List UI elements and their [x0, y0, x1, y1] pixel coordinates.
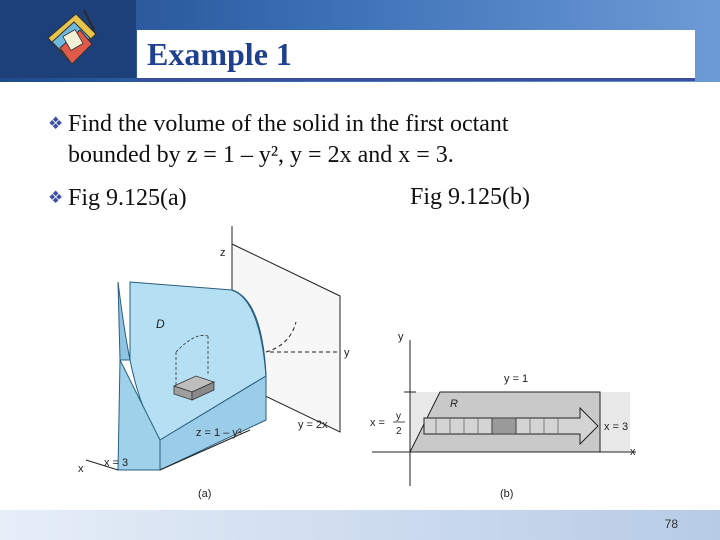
left-boundary-label: x =	[370, 417, 385, 429]
page-number: 78	[664, 517, 678, 531]
y-axis-label-b: y	[398, 331, 404, 343]
bullet-diamond-icon: ❖	[48, 114, 64, 133]
figure-b	[370, 331, 636, 500]
caption-b: (b)	[500, 488, 514, 500]
fig-b-label: Fig 9.125(b)	[410, 184, 530, 210]
right-boundary-label: x = 3	[604, 421, 629, 433]
x-axis-label: x	[78, 463, 84, 475]
x-axis-label-b: x	[630, 446, 636, 458]
fig-a-label: Fig 9.125(a)	[68, 185, 187, 211]
caption-a: (a)	[198, 488, 212, 500]
surface-label: z = 1 – y²	[196, 427, 242, 439]
figure-a	[78, 226, 350, 500]
page-title: Example 1	[147, 36, 292, 72]
line-y1-label: y = 1	[504, 373, 529, 385]
region-d-label: D	[156, 317, 165, 331]
plane-label: y = 2x	[298, 419, 328, 431]
highlight-cell	[492, 418, 516, 434]
bullet-text-line2: bounded by z = 1 – y², y = 2x and x = 3.	[68, 142, 454, 168]
bullet-text-line1: Find the volume of the solid in the first octant	[68, 111, 509, 137]
footer-band	[0, 510, 720, 540]
y-axis-label: y	[344, 347, 350, 359]
region-r-label: R	[450, 398, 458, 410]
left-boundary-den: 2	[396, 426, 402, 437]
solid-edge	[118, 282, 130, 360]
z-axis-label: z	[220, 247, 226, 259]
bullet-diamond-icon: ❖	[48, 188, 64, 207]
left-boundary-num: y	[396, 411, 401, 422]
x-plane-label: x = 3	[104, 457, 129, 469]
